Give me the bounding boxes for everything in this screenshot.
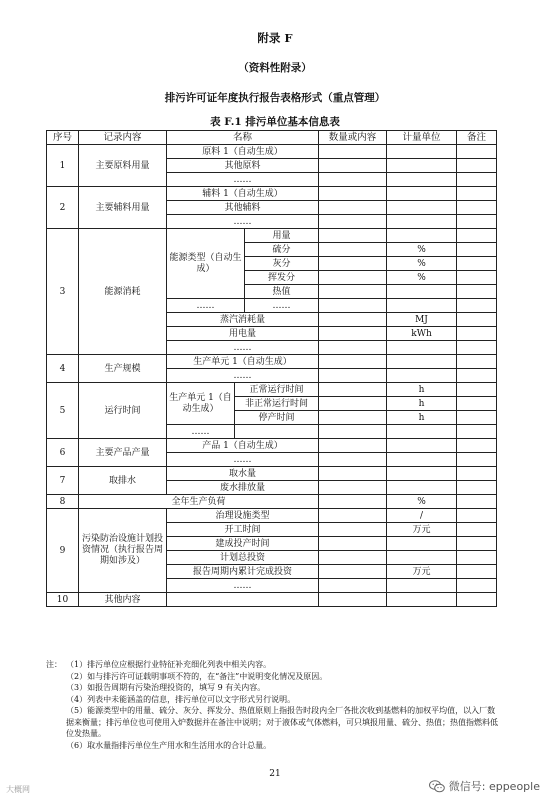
row-unit: h	[387, 411, 457, 425]
row-name: ……	[167, 341, 319, 355]
row-name: ……	[167, 299, 245, 313]
row-content: 污染防治设施计划投资情况（执行报告周期如涉及）	[79, 509, 167, 593]
row-unit: 万元	[387, 565, 457, 579]
row-name: ……	[167, 369, 319, 383]
row-name: ……	[167, 173, 319, 187]
row-unit	[387, 537, 457, 551]
row-unit	[387, 229, 457, 243]
row-name: 计划总投资	[167, 551, 319, 565]
row-name: 挥发分	[245, 271, 319, 285]
row-name: 生产单元 1（自动生成）	[167, 355, 319, 369]
appendix-label: 附录 F	[257, 31, 293, 45]
row-content: 主要原料用量	[79, 145, 167, 187]
table-row	[47, 495, 497, 509]
row-no: 7	[47, 467, 79, 495]
row-content: 运行时间	[79, 383, 167, 439]
col-header-remark: 备注	[457, 131, 497, 145]
row-name: ……	[167, 215, 319, 229]
row-name: 其他辅料	[167, 201, 319, 215]
table-row	[47, 439, 497, 453]
row-no: 5	[47, 383, 79, 439]
row-unit: MJ	[387, 313, 457, 327]
col-header-name: 名称	[167, 131, 319, 145]
row-unit: %	[387, 243, 457, 257]
row-name: 辅料 1（自动生成）	[167, 187, 319, 201]
watermark-left: 大概网	[6, 785, 30, 794]
table-row	[47, 467, 497, 481]
production-unit-label: 生产单元 1（自动生成）	[167, 383, 235, 425]
row-unit: %	[387, 271, 457, 285]
col-header-unit: 计量单位	[387, 131, 457, 145]
table-row	[47, 187, 497, 201]
row-content: 能源消耗	[79, 229, 167, 355]
row-name: 热值	[245, 285, 319, 299]
row-name: 原料 1（自动生成）	[167, 145, 319, 159]
row-content: 生产规模	[79, 355, 167, 383]
table-title: 表 F.1 排污单位基本信息表	[210, 116, 340, 128]
table-notes	[46, 659, 498, 751]
form-title: 排污许可证年度执行报告表格形式（重点管理）	[164, 92, 386, 104]
row-name: ……	[167, 425, 235, 439]
row-name: 取水量	[167, 467, 319, 481]
col-header-content: 记录内容	[79, 131, 167, 145]
watermark-right	[429, 778, 540, 794]
note-item: （3）如报告周期有污染治理投资的，填写 9 有关内容。	[66, 683, 266, 692]
row-name: 停产时间	[235, 411, 319, 425]
row-name: 非正常运行时间	[235, 397, 319, 411]
note-item: （4）列表中未能涵盖的信息，排污单位可以文字形式另行说明。	[66, 694, 296, 704]
col-header-no: 序号	[47, 131, 79, 145]
wechat-id: 微信号: eppeople	[448, 780, 540, 793]
row-content: 取排水	[79, 467, 167, 495]
row-no: 9	[47, 509, 79, 593]
row-name: 建成投产时间	[167, 537, 319, 551]
note-item: （6）取水量指排污单位生产用水和生活用水的合计总量。	[66, 740, 272, 750]
wechat-icon	[429, 780, 445, 793]
note-item: （1）排污单位应根据行业特征补充细化列表中相关内容。	[66, 660, 272, 669]
table-row	[47, 355, 497, 369]
notes-label: 注：	[46, 660, 62, 669]
row-no: 10	[47, 593, 79, 607]
row-name: 其他原料	[167, 159, 319, 173]
row-name: 废水排放量	[167, 481, 319, 495]
note-item: （5）能源类型中的用量、硫分、灰分、挥发分、热值原则上指报告时段内全厂各批次收到基燃料的加权平均值，以入厂数据来衡量；排污单位也可使用入炉数据并在备注中说明；对于液体或气体燃料，可只填报用量、硫分、热值；热值指燃料低位发热量。	[66, 706, 498, 738]
table-row	[47, 593, 497, 607]
row-no: 4	[47, 355, 79, 383]
row-content: 主要产品产量	[79, 439, 167, 467]
row-name: ……	[167, 579, 319, 593]
row-unit: 万元	[387, 523, 457, 537]
row-unit: h	[387, 383, 457, 397]
page-number: 21	[269, 769, 281, 779]
energy-type-label: 能源类型（自动生成）	[167, 229, 245, 299]
row-name: 用量	[245, 229, 319, 243]
row-content: 主要辅料用量	[79, 187, 167, 229]
row-name: 开工时间	[167, 523, 319, 537]
row-no: 6	[47, 439, 79, 467]
row-unit: /	[387, 509, 457, 523]
row-unit: kWh	[387, 327, 457, 341]
row-name: 正常运行时间	[235, 383, 319, 397]
row-name: 全年生产负荷	[79, 495, 319, 509]
row-content: 其他内容	[79, 593, 167, 607]
row-name: 蒸汽消耗量	[167, 313, 319, 327]
row-name: 治理设施类型	[167, 509, 319, 523]
row-unit: h	[387, 397, 457, 411]
row-name: 产品 1（自动生成）	[167, 439, 319, 453]
note-item: （2）如与排污许可证载明事项不符的，在“备注”中说明变化情况及原因。	[66, 671, 328, 681]
row-no: 1	[47, 145, 79, 187]
row-name: 灰分	[245, 257, 319, 271]
table-row	[47, 229, 497, 243]
row-name: 报告周期内累计完成投资	[167, 565, 319, 579]
row-unit	[387, 579, 457, 593]
table-row	[47, 383, 497, 397]
col-header-quantity: 数量或内容	[319, 131, 387, 145]
basic-info-table	[46, 130, 497, 607]
row-name: ……	[245, 299, 319, 313]
row-name: 用电量	[167, 327, 319, 341]
row-name: 硫分	[245, 243, 319, 257]
row-no: 3	[47, 229, 79, 355]
table-row	[47, 509, 497, 523]
row-unit	[387, 285, 457, 299]
table-header-row	[47, 131, 497, 145]
row-name: ……	[167, 453, 319, 467]
row-unit	[387, 551, 457, 565]
row-unit: %	[387, 257, 457, 271]
row-unit: %	[387, 495, 457, 509]
appendix-subtitle: （资料性附录）	[238, 62, 312, 74]
table-row	[47, 145, 497, 159]
row-no: 2	[47, 187, 79, 229]
row-no: 8	[47, 495, 79, 509]
